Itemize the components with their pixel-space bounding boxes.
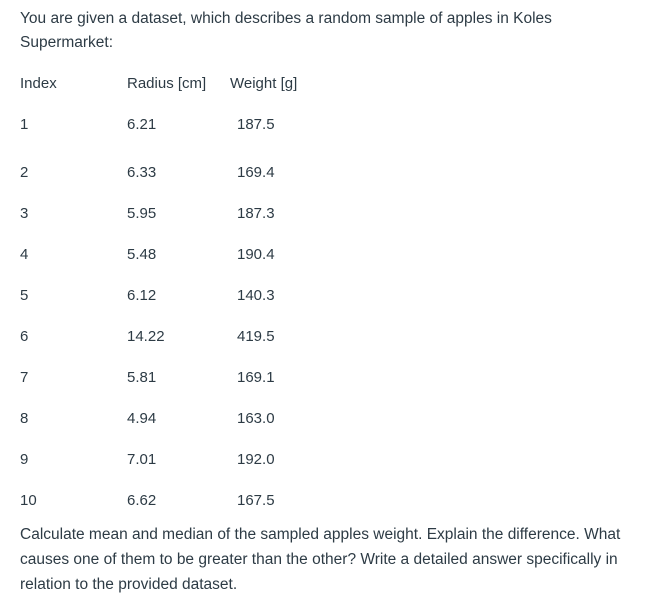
table-row — [20, 275, 330, 316]
cell-weight: 140.3 — [237, 287, 275, 304]
cell-index: 3 — [20, 205, 29, 222]
header-index: Index — [20, 74, 57, 92]
cell-radius: 5.81 — [127, 369, 157, 386]
header-radius: Radius [cm] — [127, 74, 207, 92]
cell-index: 2 — [20, 164, 29, 181]
header-weight: Weight [g] — [230, 74, 298, 92]
cell-radius: 7.01 — [127, 451, 157, 468]
cell-weight: 169.4 — [237, 164, 275, 181]
cell-weight: 192.0 — [237, 451, 275, 468]
cell-weight: 190.4 — [237, 246, 275, 263]
table-row — [20, 398, 330, 439]
cell-weight: 167.5 — [237, 492, 275, 509]
question-text: Calculate mean and median of the sampled apples weight. Explain the difference. What causes one of them to be greater than the other? Write a detailed answer specifically in relation to the provided dataset. — [20, 526, 621, 593]
cell-weight: 187.3 — [237, 205, 275, 222]
table-row — [20, 357, 330, 398]
cell-weight: 419.5 — [237, 328, 275, 345]
cell-weight: 169.1 — [237, 369, 275, 386]
intro-text: You are given a dataset, which describes a random sample of apples in Koles Supermarket: — [20, 10, 552, 51]
table-row — [20, 234, 330, 275]
cell-index: 4 — [20, 246, 29, 263]
cell-index: 7 — [20, 369, 29, 386]
cell-radius: 6.21 — [127, 115, 157, 133]
table-row — [20, 96, 330, 152]
cell-radius: 5.95 — [127, 205, 157, 222]
table-header-row — [20, 70, 330, 96]
table-body — [20, 96, 330, 521]
cell-index: 9 — [20, 451, 29, 468]
cell-index: 8 — [20, 410, 29, 427]
cell-weight: 163.0 — [237, 410, 275, 427]
cell-radius: 6.62 — [127, 492, 157, 509]
table-row — [20, 152, 330, 193]
cell-index: 10 — [20, 492, 37, 509]
cell-index: 6 — [20, 328, 29, 345]
cell-radius: 14.22 — [127, 328, 165, 345]
cell-radius: 6.33 — [127, 164, 157, 181]
cell-weight: 187.5 — [237, 115, 275, 133]
cell-radius: 4.94 — [127, 410, 157, 427]
apples-table — [20, 70, 330, 521]
cell-radius: 6.12 — [127, 287, 157, 304]
table-row — [20, 316, 330, 357]
cell-radius: 5.48 — [127, 246, 157, 263]
table-row — [20, 439, 330, 480]
cell-index: 1 — [20, 115, 29, 133]
cell-index: 5 — [20, 287, 29, 304]
table-row — [20, 480, 330, 521]
table-row — [20, 193, 330, 234]
